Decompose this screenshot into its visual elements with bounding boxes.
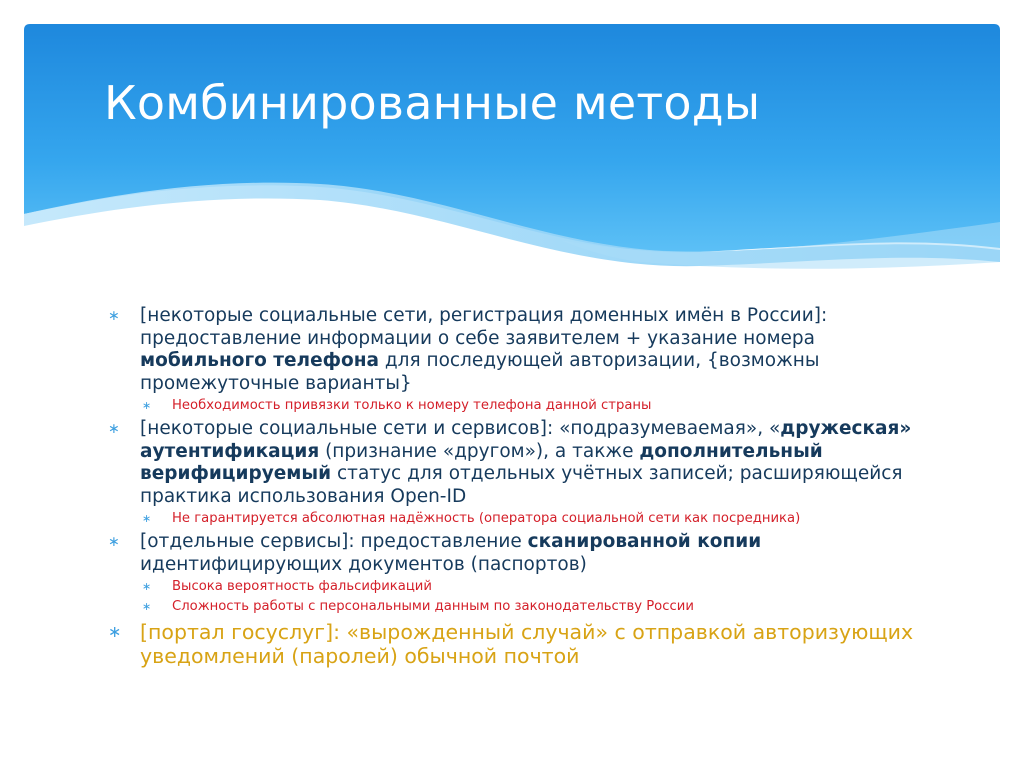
bullet-icon: ∗	[142, 580, 152, 593]
slide-title: Комбинированные методы	[104, 76, 761, 130]
item-text: (признание «другом»), а также	[319, 440, 640, 462]
sub-item-text: Высока вероятность фальсификаций	[172, 579, 432, 594]
bullet-icon: ∗	[108, 308, 120, 324]
item-text: статус для отдельных учётных записей; расширяющейся практика использования Open-ID	[140, 463, 903, 507]
list-item	[108, 305, 928, 395]
bullet-icon: ∗	[142, 512, 152, 525]
sub-item-text: Сложность работы с персональными данным по законодательству России	[172, 599, 694, 614]
list-item	[108, 620, 928, 668]
bullet-icon: ∗	[108, 622, 122, 641]
sub-list-item	[108, 577, 928, 596]
item-bold-text: сканированной копии	[527, 531, 762, 552]
header-wave-background	[0, 0, 1024, 300]
bullet-icon: ∗	[142, 600, 152, 613]
bullet-icon: ∗	[108, 421, 120, 437]
bullet-icon: ∗	[142, 399, 152, 412]
sub-item-text: Не гарантируется абсолютная надёжность (оператора социальной сети как посредника)	[172, 511, 801, 526]
sub-list-item	[108, 509, 928, 528]
sub-list-item	[108, 597, 928, 616]
list-item	[108, 531, 928, 576]
item-text: [некоторые социальные сети, регистрация доменных имён в России]: предоставление информации о себе заявителем + указание номера	[140, 305, 828, 349]
sub-item-text: Необходимость привязки только к номеру телефона данной страны	[172, 398, 652, 413]
sub-list-item	[108, 396, 928, 415]
item-text: [портал госуслуг]: «вырожденный случай» с отправкой авторизующих уведомлений (паролей) обычной почтой	[140, 620, 914, 668]
item-bold-text: дружеская» аутентификация	[140, 418, 912, 462]
item-text: идентифицирующих документов (паспортов)	[140, 553, 587, 575]
bullet-icon: ∗	[108, 534, 120, 550]
list-item	[108, 418, 928, 508]
item-text: для последующей авторизации, {возможны промежуточные варианты}	[140, 350, 820, 394]
item-text: [некоторые социальные сети и сервисов]: «подразумеваемая», «	[140, 418, 781, 439]
item-bold-text: мобильного телефона	[140, 350, 379, 371]
item-text: [отдельные сервисы]: предоставление	[140, 531, 528, 552]
bullet-list	[108, 302, 928, 668]
item-bold-text: дополнительный верифицируемый	[140, 440, 823, 484]
